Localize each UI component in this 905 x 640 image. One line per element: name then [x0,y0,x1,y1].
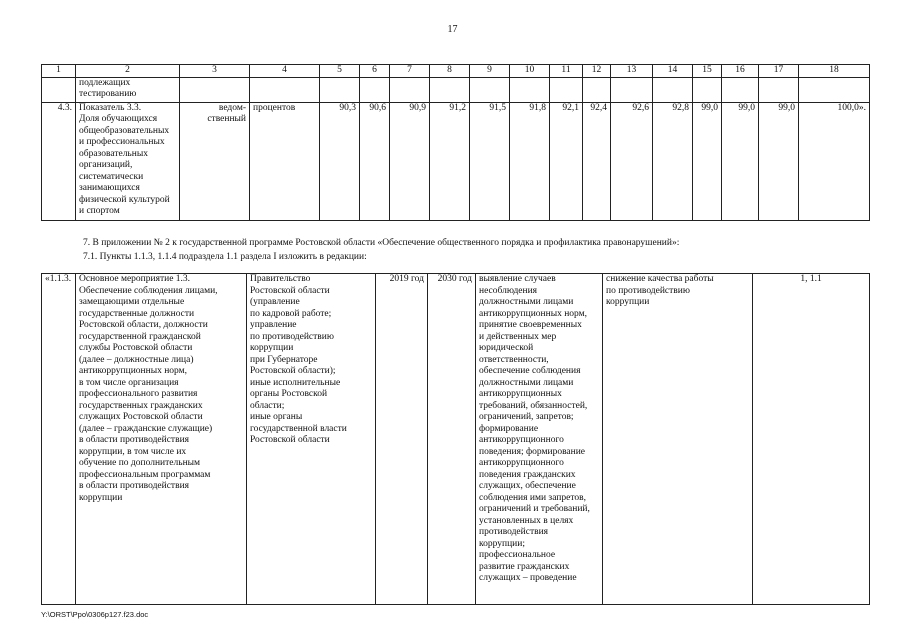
value-cell: 99,0 [693,102,722,220]
table-cell [611,77,653,102]
start-year: 2019 год [376,274,428,605]
header-cell: 2 [76,65,180,78]
indicator-type: ведом- ственный [180,102,250,220]
indicator-cell [76,102,180,220]
file-path-footer: Y:\ORST\Ppo\0306p127.f23.doc [41,610,149,619]
value-cell: 91,2 [430,102,470,220]
header-cell: 9 [470,65,510,78]
header-cell: 6 [360,65,390,78]
table-row [42,102,870,220]
value-cell: 91,5 [470,102,510,220]
value-cell: 90,6 [360,102,390,220]
header-cell: 15 [693,65,722,78]
header-cell: 12 [583,65,611,78]
table-cell [550,77,583,102]
table-cell [360,77,390,102]
value-cell: 91,8 [510,102,550,220]
activities-table [41,273,870,605]
value-cell: 99,0 [759,102,799,220]
value-cell: 100,0». [799,102,870,220]
table-cell [180,77,250,102]
table-row [42,274,870,605]
continued-text-cell: подлежащих тестированию [76,77,180,102]
value-cell: 92,1 [550,102,583,220]
table-cell [470,77,510,102]
header-cell: 3 [180,65,250,78]
header-cell: 13 [611,65,653,78]
paragraph-7-1: 7.1. Пункты 1.1.3, 1.1.4 подраздела 1.1 раздела I изложить в редакции: [83,252,367,262]
executor-cell: Правительство Ростовской области (управление по кадровой работе; управление по противодействию коррупции при Губернаторе Ростовской области); иные исполнительные органы Ростовской области; иные органы государственной власти Ростовской области [247,274,376,605]
table-row [42,77,870,102]
header-cell: 18 [799,65,870,78]
value-cell: 92,6 [611,102,653,220]
event-description: Основное мероприятие 1.3. Обеспечение соблюдения лицами, замещающими отдельные государственные должности Ростовской области, должности государственной гражданской службы Ростовской области (далее – должностные лица) антикоррупционных норм, в том числе организация профессионального развития государственных гражданских служащих Ростовской области (далее – гражданские служащие) в области противодействия коррупции, в том числе их обучение по дополнительным профессиональным программам в области противодействия коррупции [76,274,247,605]
header-cell: 16 [722,65,759,78]
table-cell [693,77,722,102]
table-cell [799,77,870,102]
header-cell: 7 [390,65,430,78]
expected-result: выявление случаев несоблюдения должностными лицами антикоррупционных норм, принятие своевременных и действенных мер юридической ответственности, обеспечение соблюдения должностными лицами антикоррупционных требований, обязанностей, ограничений, запретов; формирование антикоррупционного поведения; формирование антикоррупционного поведения гражданских служащих, обеспечение соблюдения ими запретов, ограничений и требований, установленных в целях противодействия коррупции; профессиональное развитие гражданских служащих – проведение [476,274,603,605]
header-cell: 8 [430,65,470,78]
table-cell [759,77,799,102]
table-cell [722,77,759,102]
header-cell: 14 [653,65,693,78]
row-number: 4.3. [42,102,76,220]
table-cell [430,77,470,102]
table-cell [390,77,430,102]
table-cell [583,77,611,102]
header-cell: 1 [42,65,76,78]
table-cell [320,77,360,102]
unit-cell: процентов [250,102,320,220]
paragraph-7: 7. В приложении № 2 к государственной программе Ростовской области «Обеспечение общественного порядка и профилактика правонарушений»: [83,238,680,248]
table-cell [42,77,76,102]
row-number: «1.1.3. [42,274,76,605]
indicator-title: Показатель 3.3. [79,102,142,113]
end-year: 2030 год [428,274,476,605]
indicators-table [41,64,870,221]
table-cell [250,77,320,102]
consequence-cell: снижение качества работы по противодействию коррупции [603,274,753,605]
header-cell: 11 [550,65,583,78]
table-header-row [42,65,870,78]
table-cell [653,77,693,102]
header-cell: 4 [250,65,320,78]
value-cell: 99,0 [722,102,759,220]
value-cell: 90,3 [320,102,360,220]
value-cell: 92,8 [653,102,693,220]
indicators-link: 1, 1.1 [753,274,870,605]
value-cell: 90,9 [390,102,430,220]
table-cell [510,77,550,102]
value-cell: 92,4 [583,102,611,220]
page-number: 17 [447,24,458,35]
header-cell: 10 [510,65,550,78]
header-cell: 5 [320,65,360,78]
header-cell: 17 [759,65,799,78]
indicator-text: Доля обучающихся общеобразовательных и профессиональных образовательных организаций, систематически занимающихся физической культурой и спортом [79,114,170,216]
